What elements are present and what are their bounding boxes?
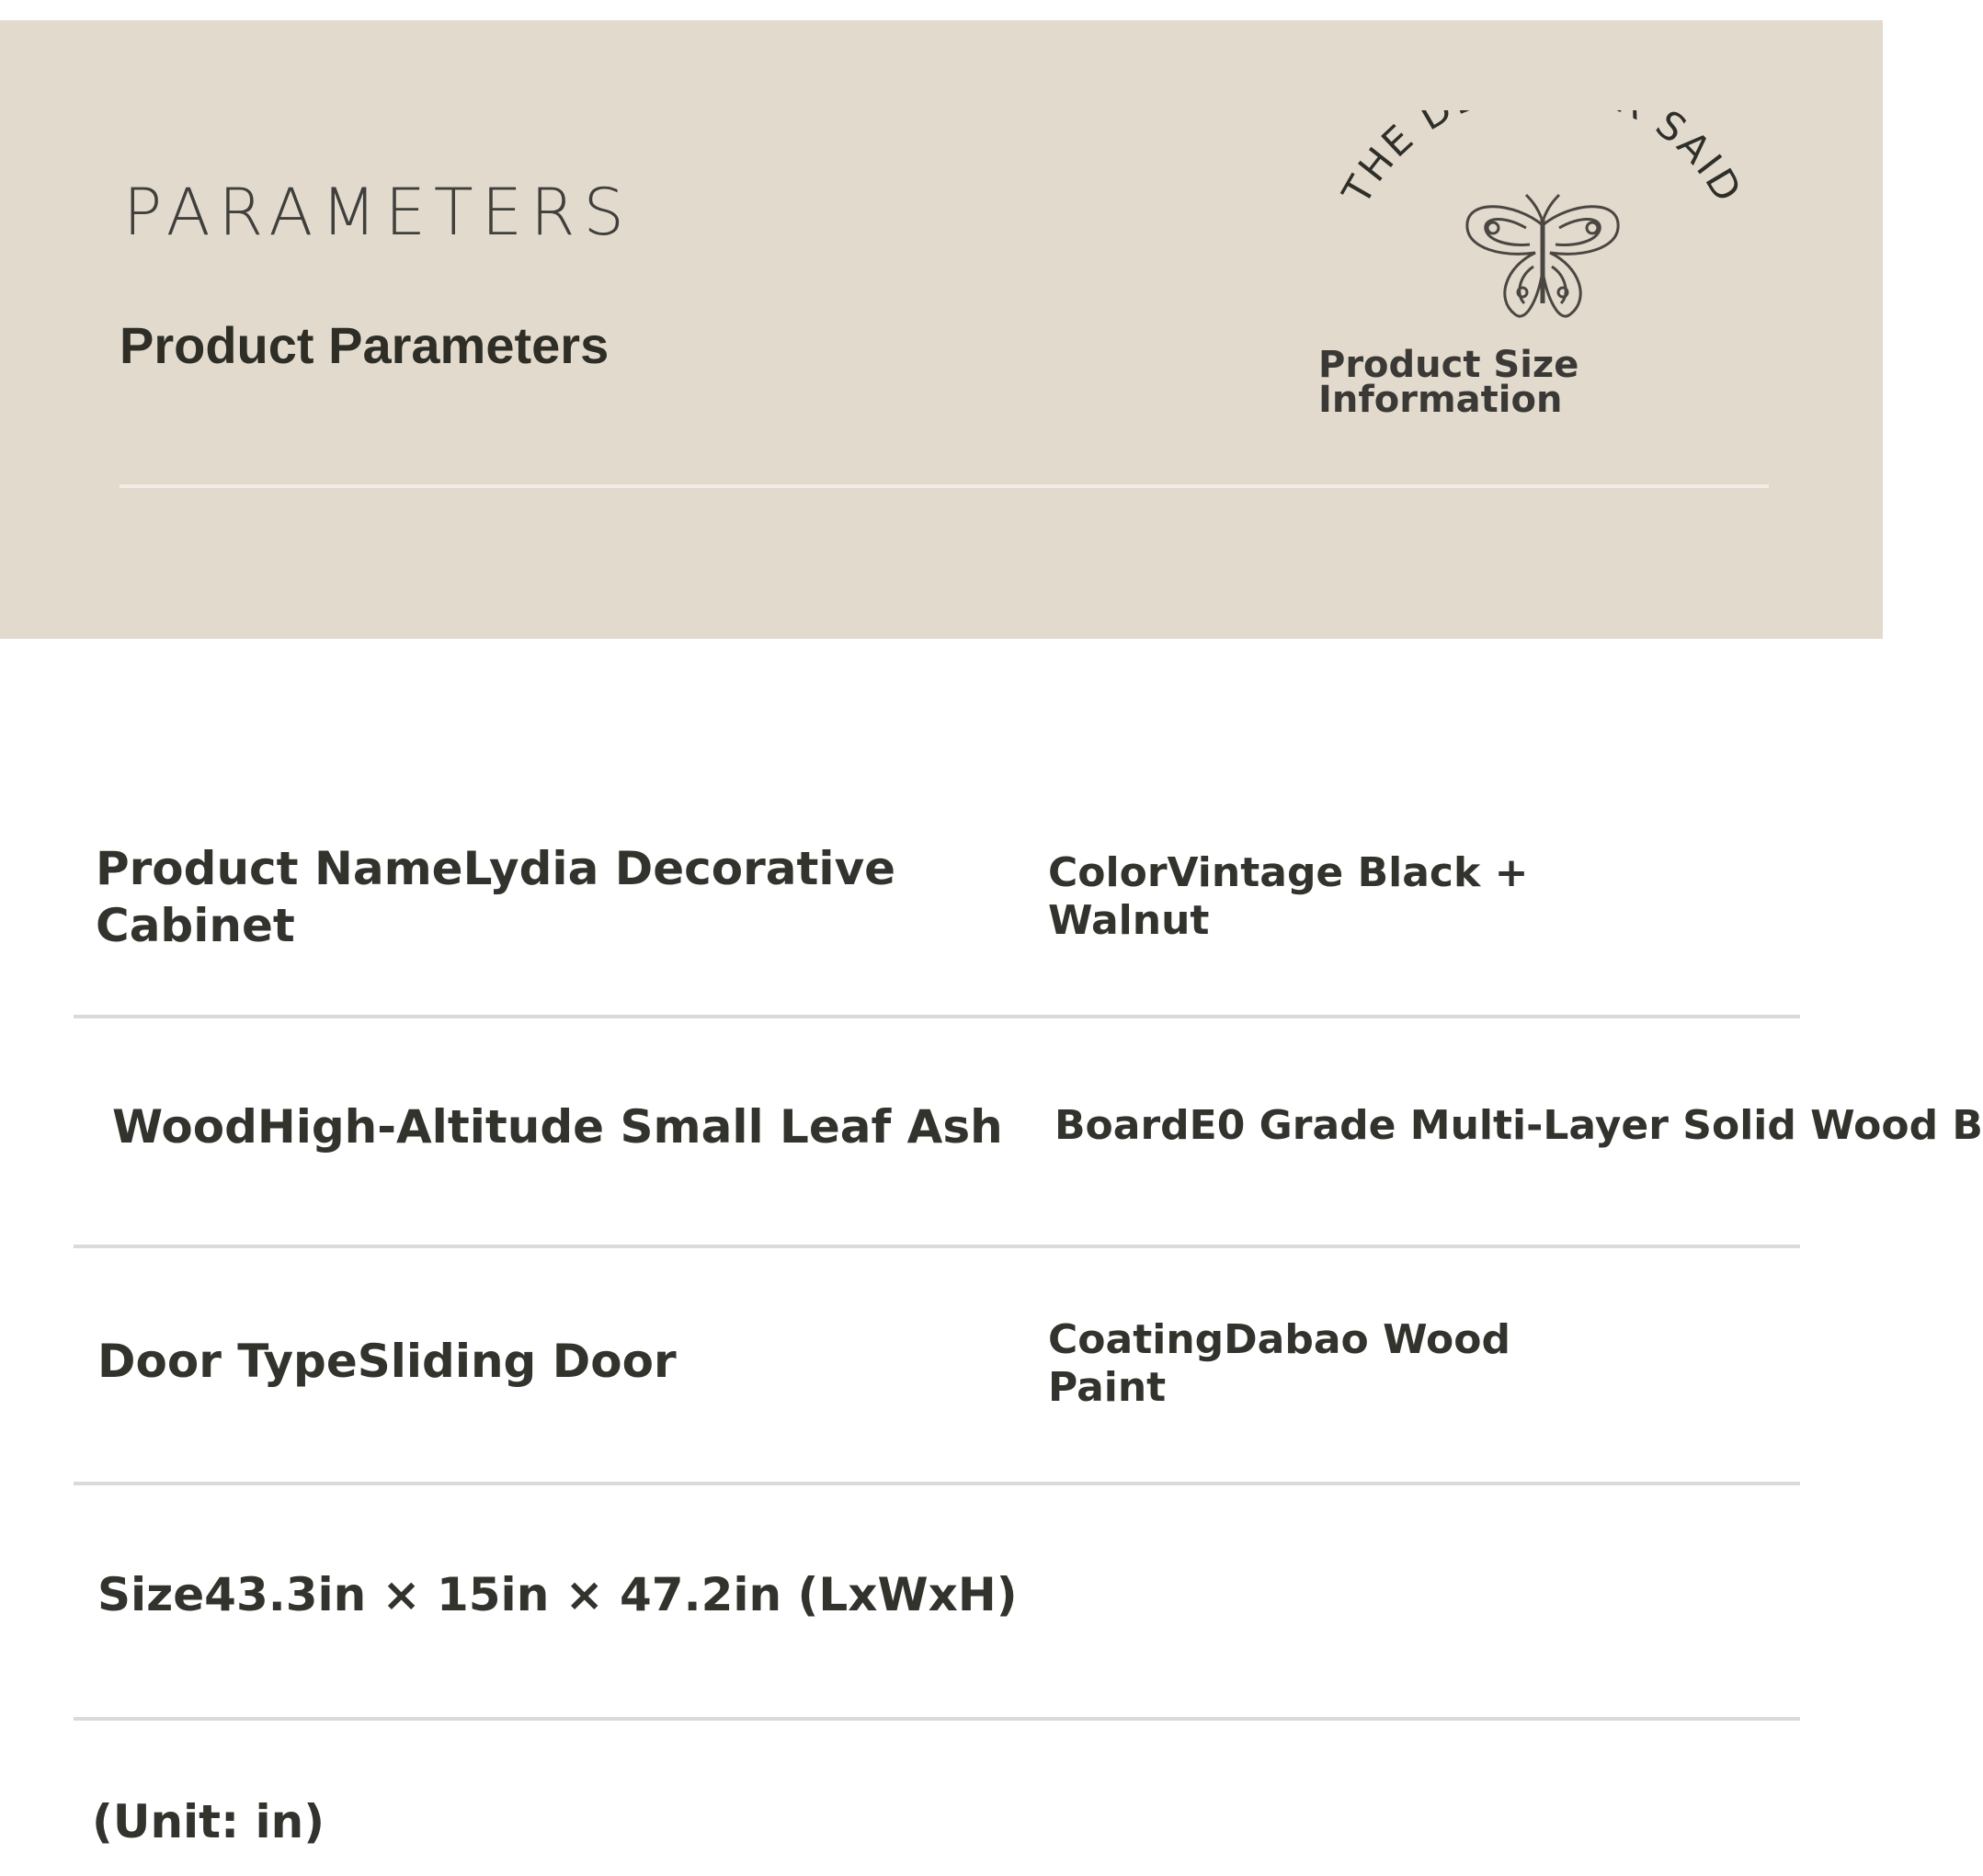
wood-value: WoodHigh-Altitude Small Leaf Ash <box>112 1100 1003 1154</box>
color-line2: Walnut <box>1048 897 1210 944</box>
svg-text:THE DESIGNER SAID <box>1333 110 1751 212</box>
door-type-value: Door TypeSliding Door <box>97 1335 677 1388</box>
parameters-heading: PARAMETERS <box>123 175 633 250</box>
product-name-line2: Cabinet <box>96 899 295 952</box>
size-info-line1: Product Size <box>1318 344 1579 386</box>
coating-line2: Paint <box>1048 1364 1167 1411</box>
color-line1: ColorVintage Black + <box>1048 849 1529 896</box>
product-parameters-subheading: Product Parameters <box>120 316 610 374</box>
product-size-information <box>1318 344 1686 421</box>
product-name-line1: Product NameLydia Decorative <box>96 842 896 895</box>
butterfly-icon <box>1467 195 1618 316</box>
row-divider <box>74 1245 1800 1248</box>
size-value: Size43.3in × 15in × 47.2in (LxWxH) <box>97 1568 1018 1621</box>
product-name-value <box>96 840 895 954</box>
designer-logo <box>1331 110 1754 340</box>
coating-line1: CoatingDabao Wood <box>1048 1316 1511 1363</box>
color-value <box>1048 849 1528 945</box>
coating-value <box>1048 1316 1510 1412</box>
logo-text: THE D SAID <box>1333 110 1752 212</box>
header-divider <box>120 484 1769 488</box>
size-info-line2: Information <box>1318 379 1563 421</box>
board-value: BoardE0 Grade Multi-Layer Solid Wood B <box>1054 1102 1983 1149</box>
row-divider <box>74 1015 1800 1018</box>
row-divider <box>74 1717 1800 1721</box>
unit-note: (Unit: in) <box>92 1795 325 1848</box>
row-divider <box>74 1482 1800 1485</box>
